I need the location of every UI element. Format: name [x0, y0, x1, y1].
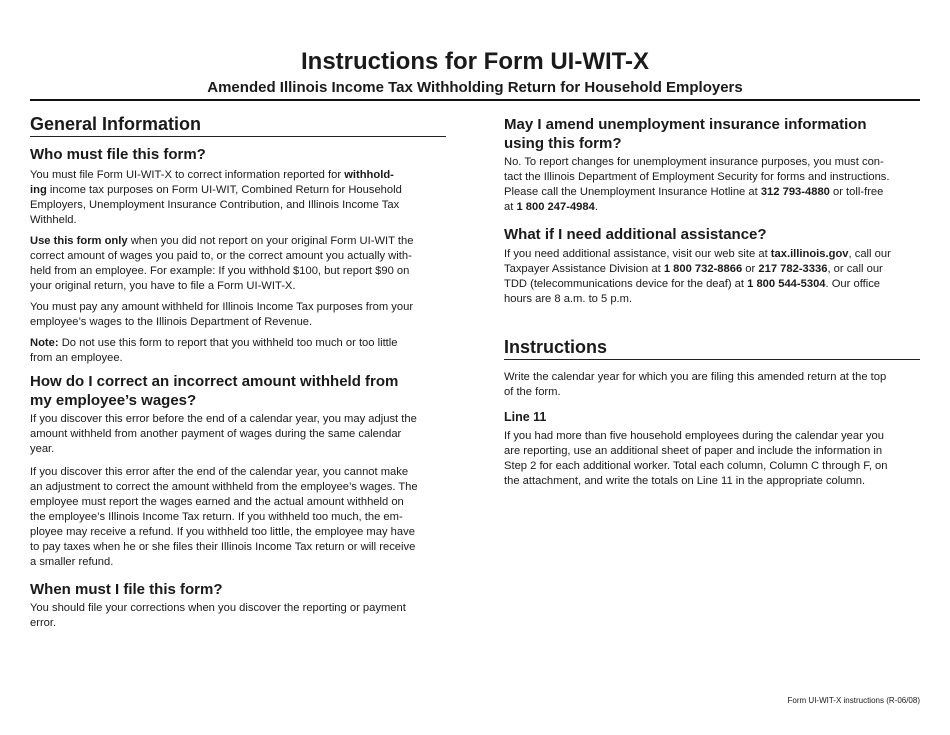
text: How do I correct an incorrect amount withheld from: [30, 373, 399, 390]
text: . Our office: [825, 278, 881, 290]
how-paragraph-2: [30, 465, 446, 570]
text-bold: ing: [30, 184, 47, 196]
text: May I amend unemployment insurance information: [504, 116, 867, 133]
page-title: Instructions for Form UI-WIT-X: [301, 48, 649, 75]
text: my employee’s wages?: [30, 392, 197, 409]
text: Write the calendar year for which you are filing this amended return at the top: [504, 371, 887, 383]
text: your original return, you have to file a Form UI-WIT-X.: [30, 280, 296, 292]
who-must-file-heading: Who must file this form?: [30, 146, 206, 163]
text: using this form?: [504, 135, 622, 152]
text: or toll-free: [829, 186, 884, 198]
note-label: Note:: [30, 337, 59, 349]
left-column: [30, 113, 446, 631]
how-correct-heading: [30, 372, 446, 410]
who-paragraph-2: [30, 234, 446, 294]
text-bold: Use this form only: [30, 235, 128, 247]
footer-form-id: Form UI-WIT-X instructions (R-06/08): [787, 696, 920, 705]
may-amend-heading: [504, 115, 920, 153]
text: Do not use this form to report that you withheld too much or too little: [58, 337, 398, 349]
text: amount withheld from another payment of wages during the same calendar: [30, 428, 402, 440]
may-amend-paragraph: [504, 155, 920, 215]
phone-number: 217 782-3336: [758, 263, 828, 275]
text: If you discover this error after the end of the calendar year, you cannot make: [30, 466, 409, 478]
text: when you did not report on your original Form UI-WIT the: [127, 235, 414, 247]
right-column: [504, 113, 920, 489]
instructions-heading: Instructions: [504, 336, 920, 360]
text: year.: [30, 443, 55, 455]
text-bold: withhold-: [344, 169, 394, 181]
general-information-heading: General Information: [30, 113, 446, 137]
instructions-paragraph: [504, 370, 920, 400]
text: income tax purposes on Form UI-WIT, Combined Return for Household: [46, 184, 402, 196]
header-rule: [30, 99, 920, 101]
text: Taxpayer Assistance Division at: [504, 263, 664, 275]
text: , call our: [848, 248, 891, 260]
text: If you had more than five household employees during the calendar year you: [504, 430, 884, 442]
text: or: [742, 263, 759, 275]
when-file-heading: When must I file this form?: [30, 581, 223, 598]
text: hours are 8 a.m. to 5 p.m.: [504, 293, 633, 305]
when-paragraph: [30, 601, 446, 631]
assistance-heading: What if I need additional assistance?: [504, 226, 767, 243]
text: a smaller refund.: [30, 556, 114, 568]
text: tact the Illinois Department of Employment Security for forms and instructions.: [504, 171, 890, 183]
hotline-phone: 312 793-4880: [760, 186, 830, 198]
text: , or call our: [827, 263, 883, 275]
text: at: [504, 201, 517, 213]
line-11-heading: Line 11: [504, 410, 547, 424]
text: If you need additional assistance, visit our web site at: [504, 248, 771, 260]
text: Employers, Unemployment Insurance Contribution, and Illinois Income Tax: [30, 199, 400, 211]
line-11-paragraph: [504, 429, 920, 489]
text: You must pay any amount withheld for Illinois Income Tax purposes from your: [30, 301, 414, 313]
note-paragraph: [30, 336, 446, 366]
text: error.: [30, 617, 57, 629]
who-paragraph-3: [30, 300, 446, 330]
text: TDD (telecommunications device for the deaf) at: [504, 278, 748, 290]
text: Please call the Unemployment Insurance Hotline at: [504, 186, 761, 198]
text: No. To report changes for unemployment insurance purposes, you must con-: [504, 156, 884, 168]
text: You must file Form UI-WIT-X to correct information reported for: [30, 169, 345, 181]
text: If you discover this error before the end of a calendar year, you may adjust the: [30, 413, 417, 425]
text: Withheld.: [30, 214, 77, 226]
text: an adjustment to correct the amount withheld from the employee’s wages. The: [30, 481, 418, 493]
text: employee must report the wages earned and the actual amount withheld on: [30, 496, 404, 508]
how-paragraph-1: [30, 412, 446, 457]
text: ployee may receive a refund. If you withheld too little, the employee may have: [30, 526, 415, 538]
text: are reporting, use an additional sheet of paper and include the information in: [504, 445, 883, 457]
text: You should file your corrections when you discover the reporting or payment: [30, 602, 406, 614]
who-paragraph-1: [30, 168, 446, 228]
text: the attachment, and write the totals on Line 11 in the appropriate column.: [504, 475, 866, 487]
tdd-phone: 1 800 544-5304: [747, 278, 826, 290]
text: held from an employee. For example: If you withhold $100, but report $90 on: [30, 265, 410, 277]
text: employee’s wages to the Illinois Department of Revenue.: [30, 316, 313, 328]
text: .: [594, 201, 598, 213]
text: the employee’s Illinois Income Tax return. If you withheld too much, the em-: [30, 511, 403, 523]
text: correct amount of wages you paid to, or the correct amount you actually with-: [30, 250, 412, 262]
text: of the form.: [504, 386, 561, 398]
text: Step 2 for each additional worker. Total each column, Column C through F, on: [504, 460, 888, 472]
website-link: tax.illinois.gov: [770, 248, 849, 260]
text: from an employee.: [30, 352, 123, 364]
phone-number: 1 800 732-8866: [663, 263, 743, 275]
text: to pay taxes when he or she files their Illinois Income Tax return or will receive: [30, 541, 416, 553]
toll-free-phone: 1 800 247-4984: [516, 201, 595, 213]
page-subtitle: Amended Illinois Income Tax Withholding Return for Household Employers: [207, 79, 743, 96]
assistance-paragraph: [504, 247, 920, 307]
